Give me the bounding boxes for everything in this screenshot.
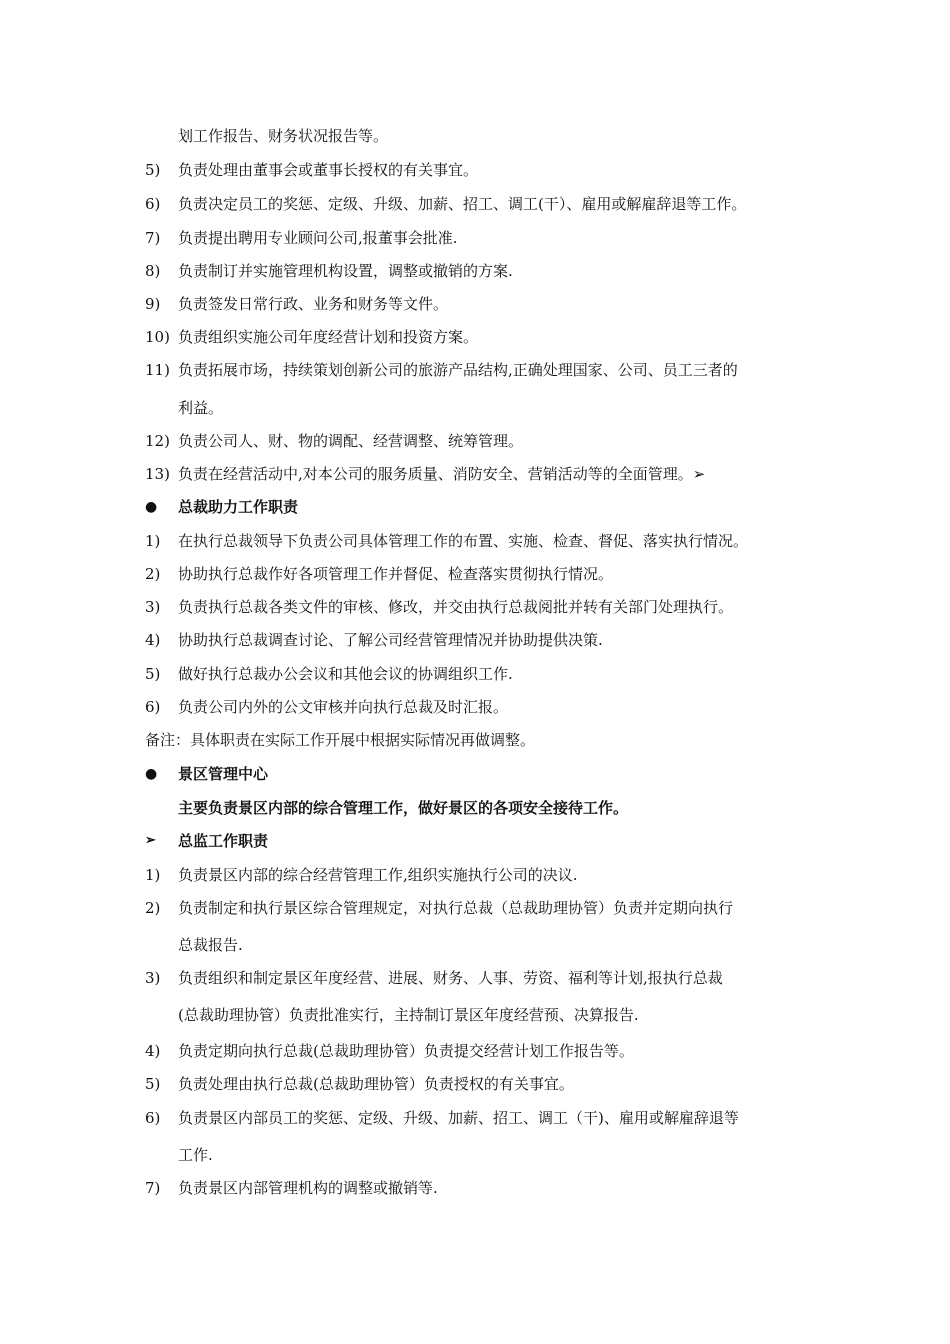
list-text: 负责公司人、财、物的调配、经营调整、统筹管理。: [178, 432, 524, 450]
list-number: 1): [145, 866, 161, 884]
list-text: 负责定期向执行总裁(总裁助理协管）负责提交经营计划工作报告等。: [178, 1042, 634, 1060]
list-number: 13): [145, 465, 170, 483]
list-text: 负责签发日常行政、业务和财务等文件。: [178, 295, 449, 313]
continuation-line: (总裁助理协管）负责批准实行，主持制订景区年度经营预、决算报告.: [178, 1006, 639, 1024]
list-number: 10): [145, 328, 170, 346]
continuation-line: 工作.: [178, 1146, 213, 1164]
continuation-line: 总裁报告.: [178, 936, 243, 954]
list-number: 4): [145, 631, 161, 649]
list-number: 8): [145, 262, 161, 280]
note-text: 备注：具体职责在实际工作开展中根据实际情况再做调整。: [145, 731, 536, 749]
list-text: 负责景区内部员工的奖惩、定级、升级、加薪、招工、调工（干)、雇用或解雇辞退等: [178, 1109, 739, 1127]
list-number: 1): [145, 532, 161, 550]
list-number: 3): [145, 969, 161, 987]
list-text: 负责组织和制定景区年度经营、进展、财务、人事、劳资、福利等计划,报执行总裁: [178, 969, 723, 987]
list-number: 4): [145, 1042, 161, 1060]
list-text: 负责提出聘用专业顾问公司,报董事会批准.: [178, 229, 458, 247]
list-number: 6): [145, 1109, 161, 1127]
list-text: 负责公司内外的公文审核并向执行总裁及时汇报。: [178, 698, 509, 716]
list-text: 负责执行总裁各类文件的审核、修改，并交由执行总裁阅批并转有关部门处理执行。: [178, 598, 734, 616]
list-text: 在执行总裁领导下负责公司具体管理工作的布置、实施、检查、督促、落实执行情况。: [178, 532, 749, 550]
list-number: 7): [145, 229, 161, 247]
list-text: 负责处理由董事会或董事长授权的有关事宜。: [178, 161, 479, 179]
list-text: 负责制定和执行景区综合管理规定，对执行总裁（总裁助理协管）负责并定期向执行: [178, 899, 734, 917]
list-text: 负责处理由执行总裁(总裁助理协管）负责授权的有关事宜。: [178, 1075, 574, 1093]
document-page: 划工作报告、财务状况报告等。 5) 负责处理由董事会或董事长授权的有关事宜。 6) 负责决定员工的奖惩、定级、升级、加薪、招工、调工(干）、雇用或解雇辞退等工作。 7) 负责提出聘用专业顾问公司,报董事会批准. 8) 负责制订并实施管理机构设置，调整或撤销的方案. 9) 负责签发日常行政、业务和财务等文件。 10) 负责组织实施公司年度经营计划和投资方案。 11) 负责拓展市场，持续策划创新公司的旅游产品结构,正确处理国家、公司、员工三者的 利益。 12) 负责公司人、财、物的调配、经营调整、统筹管理。 13) 负责在经营活动中,对本公司的服务质量、消防安全、营销活动等的全面管理。➢ ● 总裁助力工作职责 1) 在执行总裁领导下负责公司具体管理工作的布置、实施、检查、督促、落实执行情况。 2) 协助执行总裁作好各项管理工作并督促、检查落实贯彻执行情况。 3) 负责执行总裁各类文件的审核、修改，并交由执行总裁阅批并转有关部门处理执行。 4) 协助执行总裁调查讨论、了解公司经营管理情况并协助提供决策. 5) 做好执行总裁办公会议和其他会议的协调组织工作. 6) 负责公司内外的公文审核并向执行总裁及时汇报。 备注：具体职责在实际工作开展中根据实际情况再做调整。 ● 景区管理中心 主要负责景区内部的综合管理工作，做好景区的各项安全接待工作。 ➢ 总监工作职责 1) 负责景区内部的综合经营管理工作,组织实施执行公司的决议. 2) 负责制定和执行景区综合管理规定，对执行总裁（总裁助理协管）负责并定期向执行 总裁报告. 3) 负责组织和制定景区年度经营、进展、财务、人事、劳资、福利等计划,报执行总裁 (总裁助理协管）负责批准实行，主持制订景区年度经营预、决算报告. 4) 负责定期向执行总裁(总裁助理协管）负责提交经营计划工作报告等。 5) 负责处理由执行总裁(总裁助理协管）负责授权的有关事宜。 6) 负责景区内部员工的奖惩、定级、升级、加薪、招工、调工（干)、雇用或解雇辞退等 工作. 7) 负责景区内部管理机构的调整或撤销等.: [0, 0, 950, 1344]
list-number: 5): [145, 1075, 161, 1093]
list-text: 协助执行总裁作好各项管理工作并督促、检查落实贯彻执行情况。: [178, 565, 614, 583]
list-number: 6): [145, 195, 161, 213]
list-number: 11): [145, 361, 170, 379]
bullet-icon: ●: [145, 499, 158, 515]
continuation-line: 划工作报告、财务状况报告等。: [178, 127, 389, 145]
list-text: 负责组织实施公司年度经营计划和投资方案。: [178, 328, 479, 346]
arrow-bullet-icon: ➢: [145, 833, 156, 848]
list-number: 3): [145, 598, 161, 616]
list-number: 7): [145, 1179, 161, 1197]
list-number: 12): [145, 432, 170, 450]
list-text: 负责在经营活动中,对本公司的服务质量、消防安全、营销活动等的全面管理。➢: [178, 465, 706, 483]
list-text: 负责景区内部管理机构的调整或撤销等.: [178, 1179, 438, 1197]
list-number: 6): [145, 698, 161, 716]
list-text: 做好执行总裁办公会议和其他会议的协调组织工作.: [178, 665, 513, 683]
list-text: 负责制订并实施管理机构设置，调整或撤销的方案.: [178, 262, 513, 280]
list-number: 2): [145, 565, 161, 583]
section-description: 主要负责景区内部的综合管理工作，做好景区的各项安全接待工作。: [178, 799, 629, 817]
list-text: 负责拓展市场，持续策划创新公司的旅游产品结构,正确处理国家、公司、员工三者的: [178, 361, 738, 379]
list-text: 负责景区内部的综合经营管理工作,组织实施执行公司的决议.: [178, 866, 578, 884]
list-text: 负责决定员工的奖惩、定级、升级、加薪、招工、调工(干）、雇用或解雇辞退等工作。: [178, 195, 747, 213]
list-number: 5): [145, 665, 161, 683]
list-number: 2): [145, 899, 161, 917]
continuation-line: 利益。: [178, 399, 224, 417]
bullet-icon: ●: [145, 766, 158, 782]
list-number: 9): [145, 295, 161, 313]
list-text: 协助执行总裁调查讨论、了解公司经营管理情况并协助提供决策.: [178, 631, 603, 649]
list-number: 5): [145, 161, 161, 179]
